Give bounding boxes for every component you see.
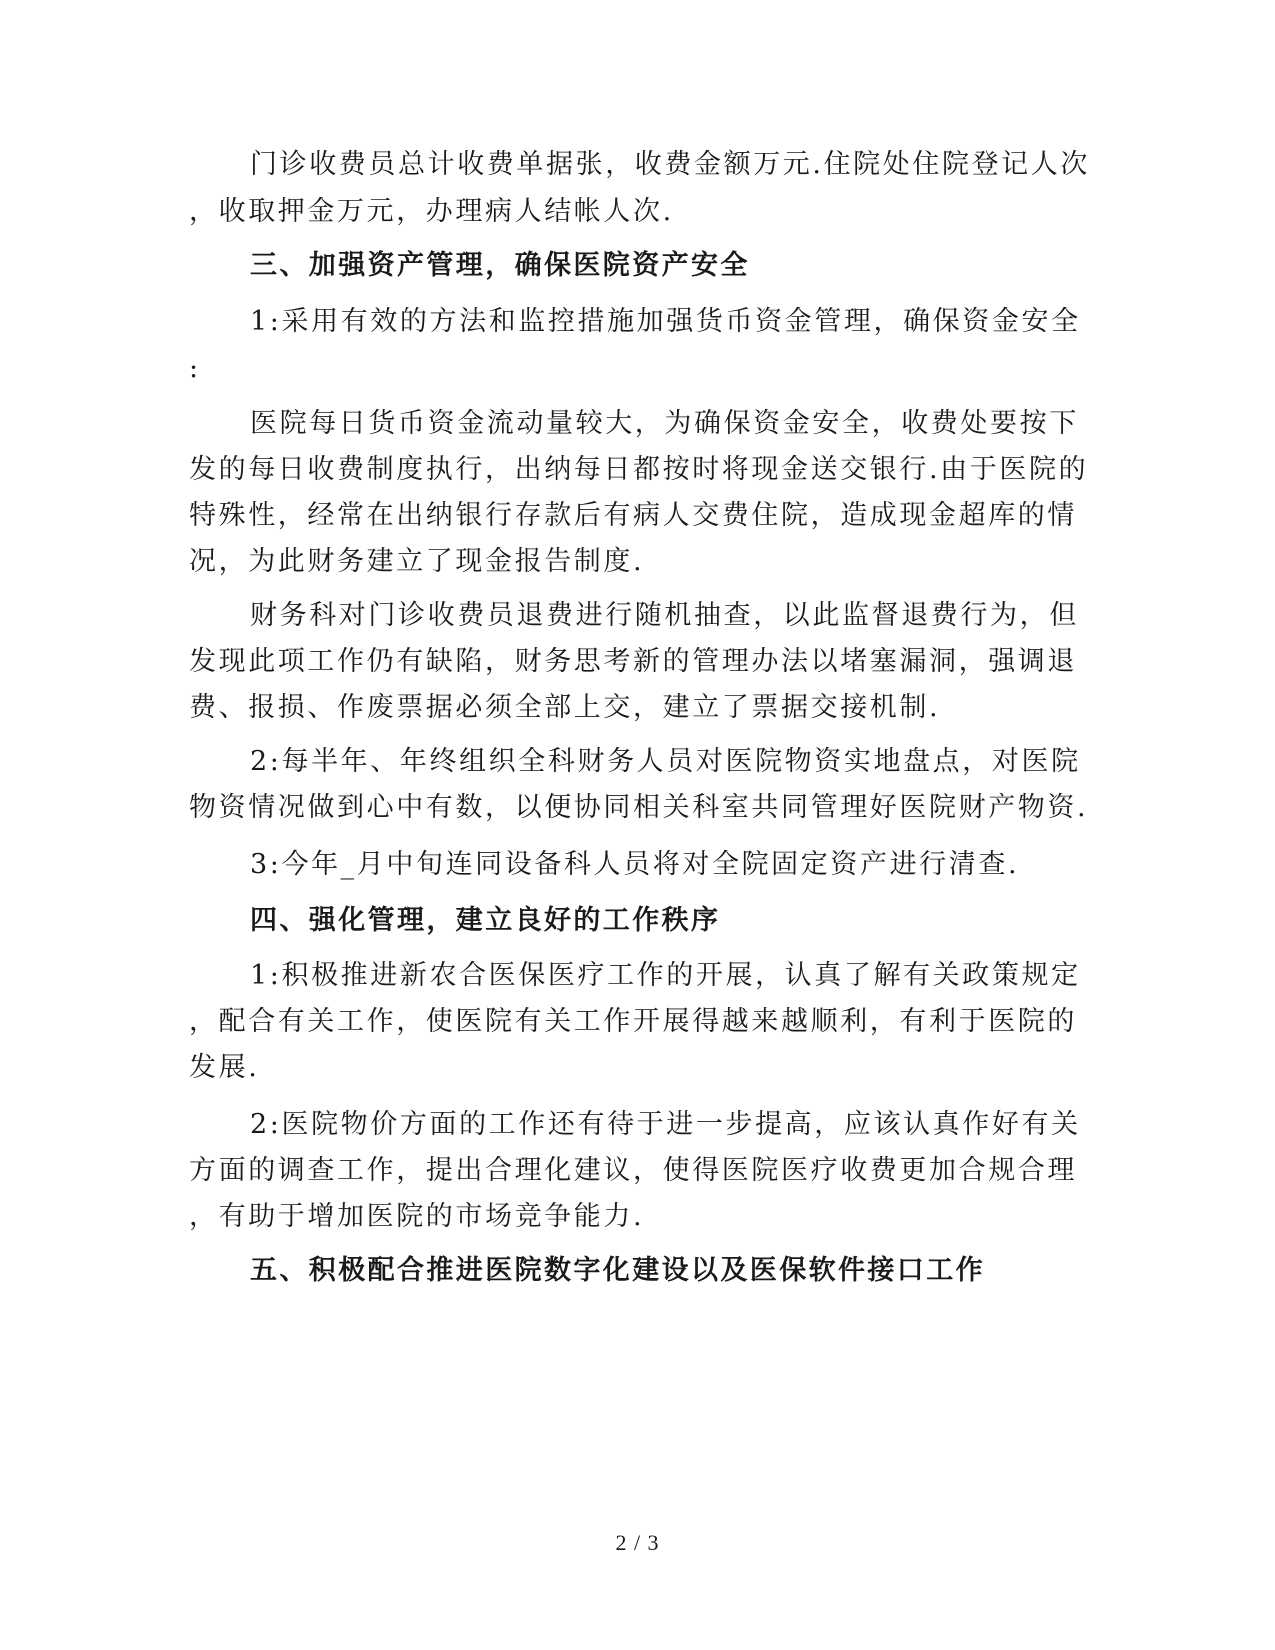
paragraph-line: 况，为此财务建立了现金报告制度. [189,546,645,577]
section-heading-4: 四、强化管理，建立良好的工作秩序 [250,905,721,936]
section-heading-3: 三、加强资产管理，确保医院资产安全 [250,250,750,281]
paragraph-line: ，收取押金万元，办理病人结帐人次. [189,196,674,227]
paragraph-line: 2:每半年、年终组织全科财务人员对医院物资实地盘点，对医院 [250,746,1081,777]
paragraph-line: 医院每日货币资金流动量较大，为确保资金安全，收费处要按下 [250,408,1079,439]
paragraph-line: 特殊性，经常在出纳银行存款后有病人交费住院，造成现金超库的情 [189,500,1077,531]
paragraph-line: 发展. [189,1052,260,1083]
paragraph-line: 1:积极推进新农合医保医疗工作的开展，认真了解有关政策规定 [250,960,1081,991]
paragraph-line: 方面的调查工作，提出合理化建议，使得医院医疗收费更加合规合理 [189,1155,1077,1186]
paragraph-line: ，有助于增加医院的市场竞争能力. [189,1201,645,1232]
paragraph-line: ，配合有关工作，使医院有关工作开展得越来越顺利，有利于医院的 [189,1006,1077,1037]
paragraph-line: 门诊收费员总计收费单据张，收费金额万元.住院处住院登记人次 [250,149,1090,180]
paragraph-line: 财务科对门诊收费员退费进行随机抽查，以此监督退费行为，但 [250,600,1079,631]
paragraph-line: 发的每日收费制度执行，出纳每日都按时将现金送交银行.由于医院的 [189,454,1089,485]
paragraph-line: 发现此项工作仍有缺陷，财务思考新的管理办法以堵塞漏洞，强调退 [189,646,1077,677]
paragraph-line: 费、报损、作废票据必须全部上交，建立了票据交接机制. [189,692,941,723]
paragraph-line: 3:今年_月中旬连同设备科人员将对全院固定资产进行清查. [250,849,1020,880]
paragraph-line: : [189,353,201,384]
paragraph-line: 1:采用有效的方法和监控措施加强货币资金管理，确保资金安全 [250,306,1081,337]
page-number: 2 / 3 [615,1530,660,1555]
paragraph-line: 2:医院物价方面的工作还有待于进一步提高，应该认真作好有关 [250,1109,1081,1140]
section-heading-5: 五、积极配合推进医院数字化建设以及医保软件接口工作 [250,1255,985,1286]
paragraph-line: 物资情况做到心中有数，以便协同相关科室共同管理好医院财产物资. [189,792,1089,823]
